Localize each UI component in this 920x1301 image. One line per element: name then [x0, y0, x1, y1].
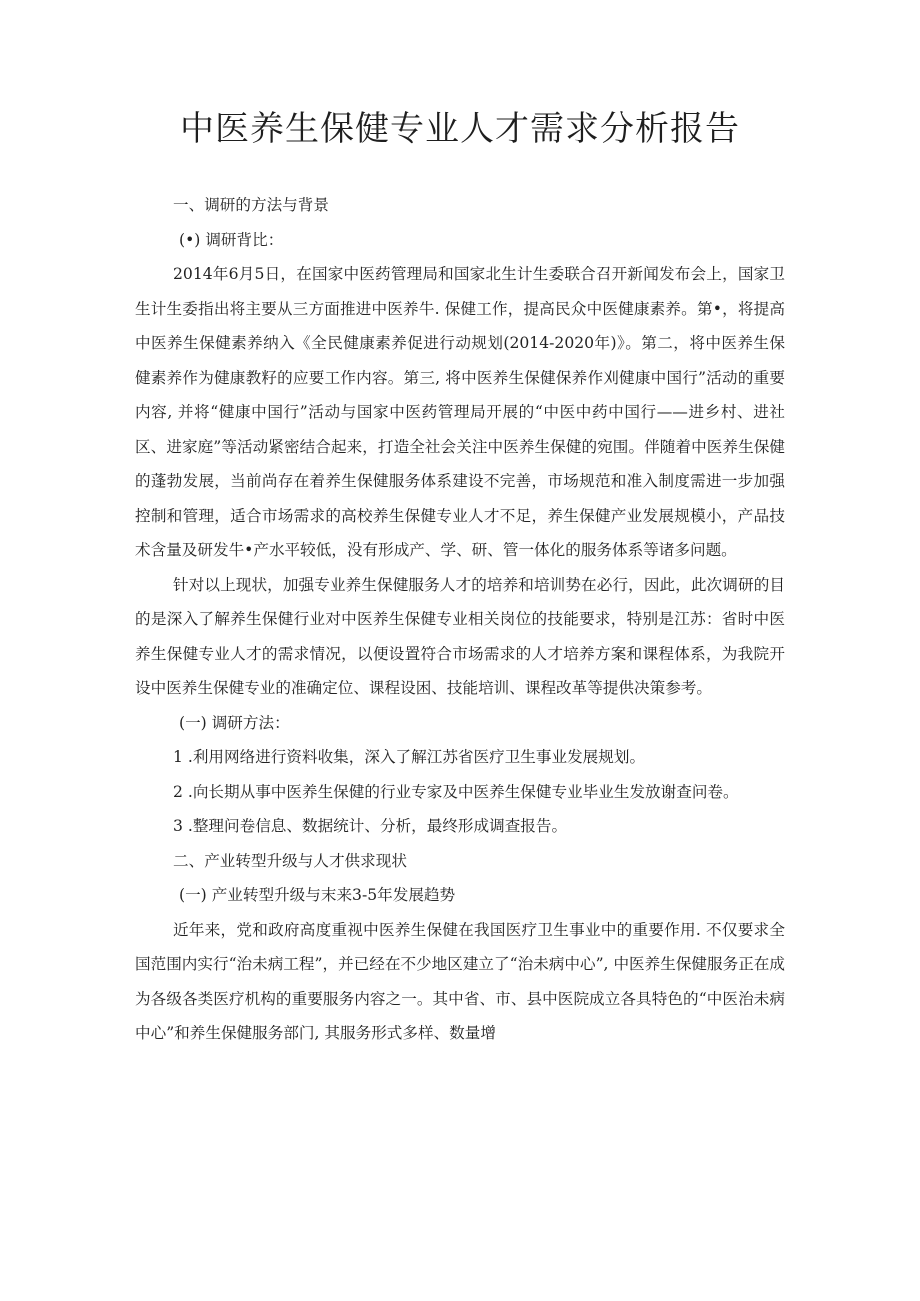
document-body — [135, 188, 785, 1051]
subsection-heading-trends: (一) 产业转型升级与末来3-5年发展趋势 — [179, 886, 456, 904]
document-title: 中医养生保健专业人才需求分析报告 — [180, 109, 740, 149]
method-list-item: 1 .利用网络进行资料收集，深入了解江苏省医疗卫生事业发展规划。 — [173, 748, 646, 766]
paragraph-trends: 近年来，党和政府高度重视中医养生保健在我国医疗卫生事业中的重要作用. 不仅要求全国范围内实行“治未病工程”，并已经在不少地区建立了“治未病中心”, 中医养生保健服务正在成为各级各类医疗机构的重要服务内容之一。其中省、市、县中医院成立各具特色的“中医治未病中心”和养生保健服务部门, 其服务形式多样、数量增 — [135, 920, 785, 1042]
subsection-heading-methods: (一) 调研方法： — [179, 713, 290, 732]
section-heading-methods-background: 一、调研的方法与背景 — [173, 196, 329, 214]
section-heading-industry: 二、产业转型升级与人才供求现状 — [173, 851, 407, 870]
method-list-item: 3 .整理问卷信息、数据统计、分析，最终形成调查报告。 — [173, 817, 568, 835]
paragraph-purpose: 针对以上现状，加强专业养生保健服务人才的培养和培训势在必行，因此，此次调研的目的是深入了解养生保健行业对中医养生保健专业相关岗位的技能要求，特别是江苏：省时中医养生保健专业人才的需求情况，以便设置符合市场需求的人才培养方案和课程体系，为我院开设中医养生保健专业的准确定位、课程设困、技能培训、课程改革等提供决策参考。 — [135, 575, 785, 697]
paragraph-background: 2014年6月5日，在国家中医药管理局和国家北生计生委联合召开新闻发布会上，国家卫生计生委指出将主要从三方面推进中医养牛. 保健工作，提高民众中医健康素养。第•，将提高中医养生保健素养纳入《全民健康素养促进行动规划(2014-2020年)》。第二，将中医养生保健素养作为健康教籽的应要工作内容。第三, 将中医养生保健保养作刈健康中国行”活动的重要内容, 并将“健康中国行”活动与国家中医药管理局开展的“中医中药中国行——进乡村、进社区、进家庭”等活动紧密结合起来，打造全社会关注中医养生保健的宛围。伴随着中医养生保健的蓬勃发展，当前尚存在着养生保健服务体系建设不完善，市场规范和准入制度需进一步加强控制和管理，适合市场需求的高校养生保健专业人才不足，养生保健产业发展规模小，产品技术含量及研发牛•产水平较低，没有形成产、学、研、管一体化的服务体系等诸多问题。 — [135, 265, 785, 559]
subsection-heading-background: (•) 调研背比： — [179, 230, 284, 249]
method-list-item: 2 .向长期从事中医养生保健的行业专家及中医养生保健专业毕业生发放谢查问卷。 — [173, 782, 739, 801]
